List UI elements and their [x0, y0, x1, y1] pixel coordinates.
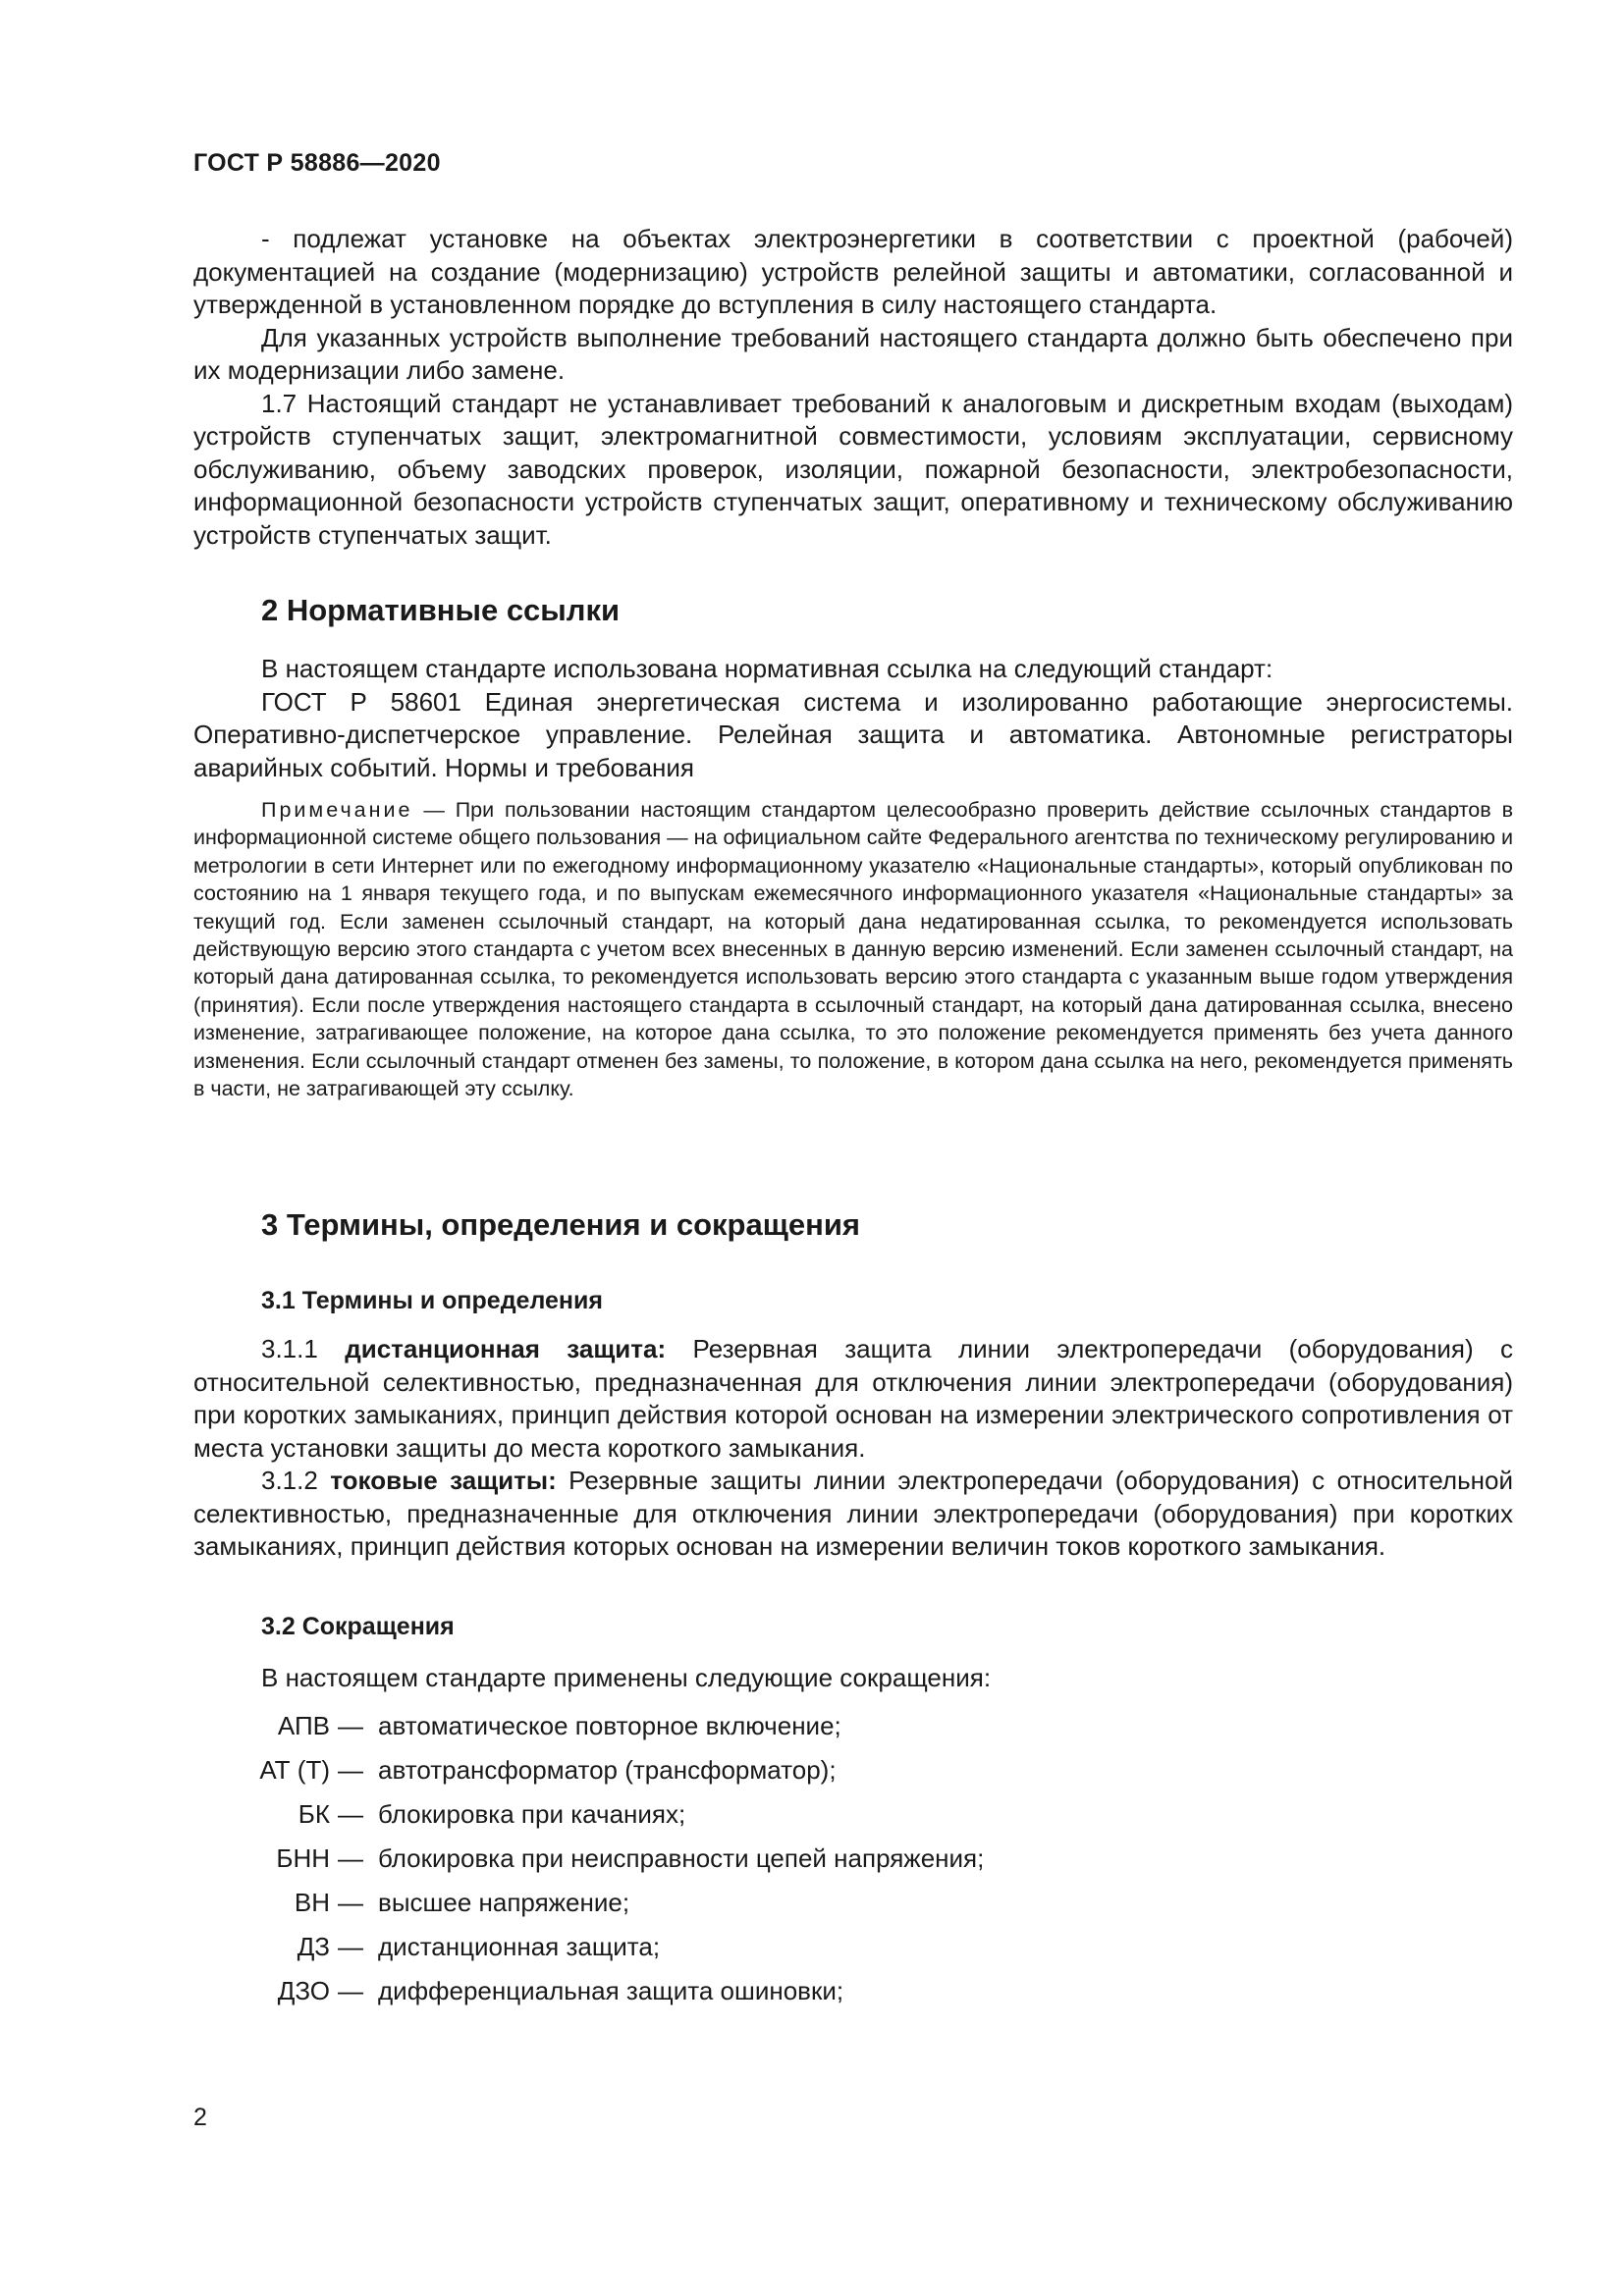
term-number: 3.1.2: [261, 1466, 331, 1495]
term-definition: [193, 1333, 1513, 1465]
note-paragraph: [193, 796, 1513, 1102]
abbreviation-dash: —: [338, 1888, 363, 1917]
paragraph: В настоящем стандарте использована нормативная ссылка на следующий стандарт:: [261, 654, 1273, 683]
abbreviation-term: БК: [298, 1799, 330, 1829]
abbreviations-intro: В настоящем стандарте применены следующие сокращения:: [261, 1663, 992, 1692]
document-header: ГОСТ Р 58886—2020: [193, 149, 441, 177]
section-heading-terms: 3 Термины, определения и сокращения: [261, 1207, 860, 1242]
abbreviation-definition: автотрансформатор (трансформатор);: [378, 1755, 837, 1785]
abbreviation-definition: блокировка при неисправности цепей напряжения;: [378, 1843, 985, 1873]
note-text: — При пользовании настоящим стандартом целесообразно проверить действие ссылочных стандартов в информационной системе общего пользования — на официальном сайте Федерального агентства по техническому регулированию и метрологии в сети Интернет или по ежегодному информационному указателю «Национальные стандарты», который опубликован по состоянию на 1 января текущего года, и по выпускам ежемесячного информационного указателя «Национальные стандарты» за текущий год. Если заменен ссылочный стандарт, на который дана недатированная ссылка, то рекомендуется использовать действующую версию этого стандарта с учетом всех внесенных в данную версию изменений. Если заменен ссылочный стандарт, на который дана датированная ссылка, то рекомендуется использовать версию этого стандарта с указанным выше годом утверждения (принятия). Если после утверждения настоящего стандарта в ссылочный стандарт, на который дана датированная ссылка, внесено изменение, затрагивающее положение, на которое дана ссылка, то это положение рекомендуется применять без учета данного изменения. Если ссылочный стандарт отменен без замены, то положение, в котором дана ссылка на него, рекомендуется применять в части, не затрагивающей эту ссылку.: [193, 798, 1513, 1101]
abbreviation-definition: дистанционная защита;: [378, 1932, 661, 1961]
note-label: Примечание: [261, 798, 413, 822]
subsection-heading-abbreviations: 3.2 Сокращения: [261, 1613, 455, 1640]
abbreviation-dash: —: [338, 1932, 363, 1961]
term-definition: [193, 1465, 1513, 1564]
abbreviation-definition: высшее напряжение;: [378, 1888, 630, 1917]
abbreviation-dash: —: [338, 1755, 363, 1785]
abbreviation-definition: автоматическое повторное включение;: [378, 1711, 841, 1740]
page-number: 2: [193, 2104, 207, 2131]
abbreviation-term: АТ (Т): [259, 1755, 330, 1785]
abbreviation-dash: —: [338, 1976, 363, 2005]
term-name: дистанционная защита:: [345, 1334, 667, 1363]
abbreviation-dash: —: [338, 1711, 363, 1740]
abbreviation-definition: блокировка при качаниях;: [378, 1799, 686, 1829]
paragraph: Для указанных устройств выполнение требований настоящего стандарта должно быть обеспечено при их модернизации либо замене.: [193, 322, 1513, 385]
term-number: 3.1.1: [261, 1334, 346, 1363]
subsection-heading-terms-definitions: 3.1 Термины и определения: [261, 1287, 603, 1314]
abbreviation-definition: дифференциальная защита ошиновки;: [378, 1976, 844, 2005]
paragraph: ГОСТ Р 58601 Единая энергетическая система и изолированно работающие энергосистемы. Оперативно-диспетчерское управление. Релейная защита и автоматика. Автономные регистраторы аварийных событий. Нормы и требования: [193, 686, 1513, 782]
paragraph: 1.7 Настоящий стандарт не устанавливает требований к аналоговым и дискретным входам (выходам) устройств ступенчатых защит, электромагнитной совместимости, условиям эксплуатации, сервисному обслуживанию, объему заводских проверок, изоляции, пожарной безопасности, электробезопасности, информационной безопасности устройств ступенчатых защит, оперативному и техническому обслуживанию устройств ступенчатых защит.: [193, 388, 1513, 550]
term-text: Резервная защита линии электропередачи (оборудования) с относительной селективностью, предназначенная для отключения линии электропередачи (оборудования) при коротких замыканиях, принцип действия которой основан на измерении электрического сопротивления от места установки защиты до места короткого замыкания.: [193, 1334, 1513, 1463]
terms-text-block: [193, 1333, 1513, 1564]
abbreviation-term: ВН: [294, 1888, 330, 1917]
abbreviation-term: АПВ: [277, 1711, 330, 1740]
term-name: токовые защиты:: [330, 1466, 557, 1495]
section-heading-normative-references: 2 Нормативные ссылки: [261, 593, 621, 627]
abbreviation-term: ДЗО: [277, 1976, 330, 2005]
abbreviation-term: БНН: [276, 1843, 330, 1873]
intro-text-block: [193, 223, 1513, 552]
abbreviation-dash: —: [338, 1843, 363, 1873]
abbreviation-term: ДЗ: [297, 1932, 330, 1961]
abbreviation-dash: —: [338, 1799, 363, 1829]
references-text-block: [193, 653, 1513, 784]
references-note: [193, 796, 1513, 1102]
term-text: Резервные защиты линии электропередачи (оборудования) с относительной селективностью, предназначенные для отключения линии электропередачи (оборудования) при коротких замыканиях, принцип действия которых основан на измерении величин токов короткого замыкания.: [193, 1466, 1513, 1561]
paragraph: - подлежат установке на объектах электроэнергетики в соответствии с проектной (рабочей) документацией на создание (модернизацию) устройств релейной защиты и автоматики, согласованной и утвержденной в установленном порядке до вступления в силу настоящего стандарта.: [193, 224, 1513, 319]
